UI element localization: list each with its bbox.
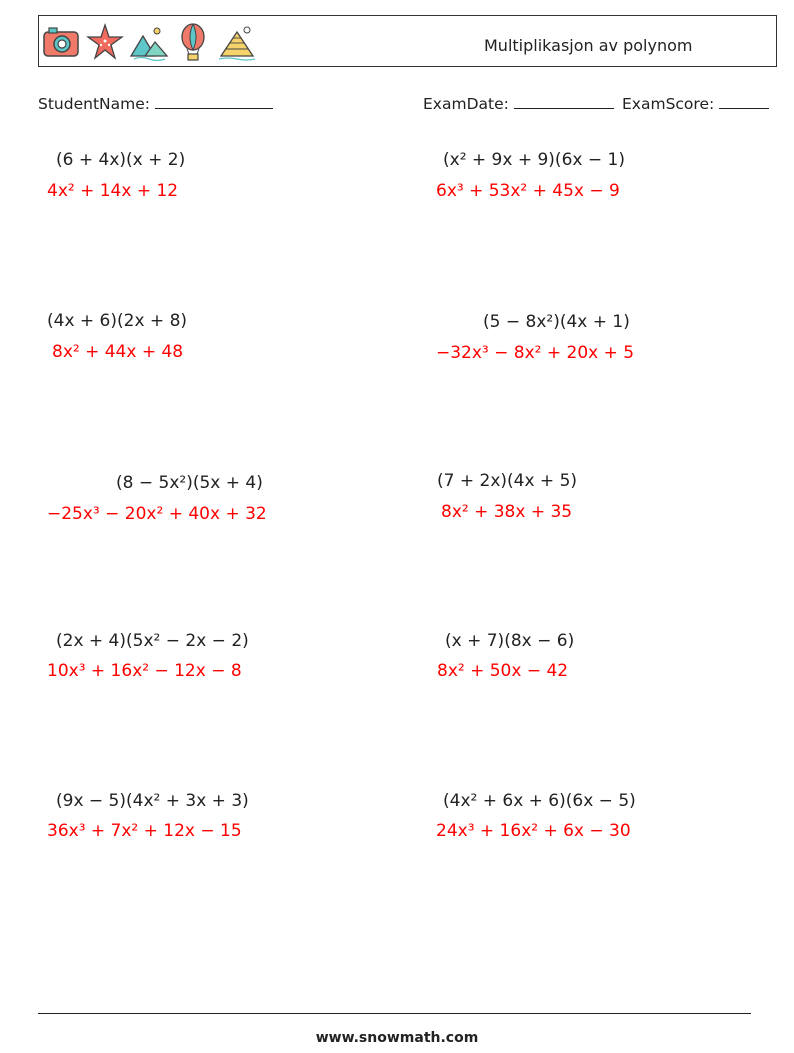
- problem-question: (8 − 5x²)(5x + 4): [116, 473, 263, 493]
- mountain-icon: [129, 22, 169, 62]
- footer-website[interactable]: www.snowmath.com: [315, 1030, 479, 1046]
- student-name-label: StudentName:: [38, 95, 150, 113]
- problem-question: (9x − 5)(4x² + 3x + 3): [56, 791, 249, 811]
- pyramid-icon: [217, 22, 257, 62]
- hot-air-balloon-icon: [173, 22, 213, 62]
- footer-divider: [38, 1013, 751, 1014]
- header-box: [38, 15, 777, 67]
- student-name-field: [38, 94, 273, 113]
- exam-date-label: ExamDate:: [423, 95, 509, 113]
- exam-date-field: [423, 94, 614, 113]
- header-icons: [41, 22, 257, 62]
- problem-question: (6 + 4x)(x + 2): [56, 150, 186, 170]
- problem-question: (2x + 4)(5x² − 2x − 2): [56, 631, 249, 651]
- camera-icon: [41, 22, 81, 62]
- problem-question: (4x² + 6x + 6)(6x − 5): [443, 791, 636, 811]
- problem-answer: 8x² + 50x − 42: [437, 661, 569, 681]
- problem-answer: 8x² + 44x + 48: [52, 342, 184, 362]
- problem-question: (7 + 2x)(4x + 5): [437, 471, 578, 491]
- exam-score-label: ExamScore:: [622, 95, 715, 113]
- problem-question: (x² + 9x + 9)(6x − 1): [443, 150, 625, 170]
- problem-question: (x + 7)(8x − 6): [445, 631, 575, 651]
- problem-answer: 10x³ + 16x² − 12x − 8: [47, 661, 242, 681]
- student-name-blank[interactable]: [155, 94, 273, 109]
- exam-score-blank[interactable]: [719, 94, 769, 109]
- problem-question: (5 − 8x²)(4x + 1): [483, 312, 630, 332]
- problem-answer: 36x³ + 7x² + 12x − 15: [47, 821, 242, 841]
- starfish-icon: [85, 22, 125, 62]
- problem-answer: 8x² + 38x + 35: [441, 502, 573, 522]
- problem-answer: 24x³ + 16x² + 6x − 30: [436, 821, 631, 841]
- exam-date-blank[interactable]: [514, 94, 614, 109]
- problem-question: (4x + 6)(2x + 8): [47, 311, 188, 331]
- problem-answer: −32x³ − 8x² + 20x + 5: [436, 343, 635, 363]
- page-title: Multiplikasjon av polynom: [484, 36, 693, 55]
- problem-answer: −25x³ − 20x² + 40x + 32: [47, 504, 267, 524]
- problem-answer: 6x³ + 53x² + 45x − 9: [436, 181, 620, 201]
- exam-score-field: [622, 94, 769, 113]
- problem-answer: 4x² + 14x + 12: [47, 181, 179, 201]
